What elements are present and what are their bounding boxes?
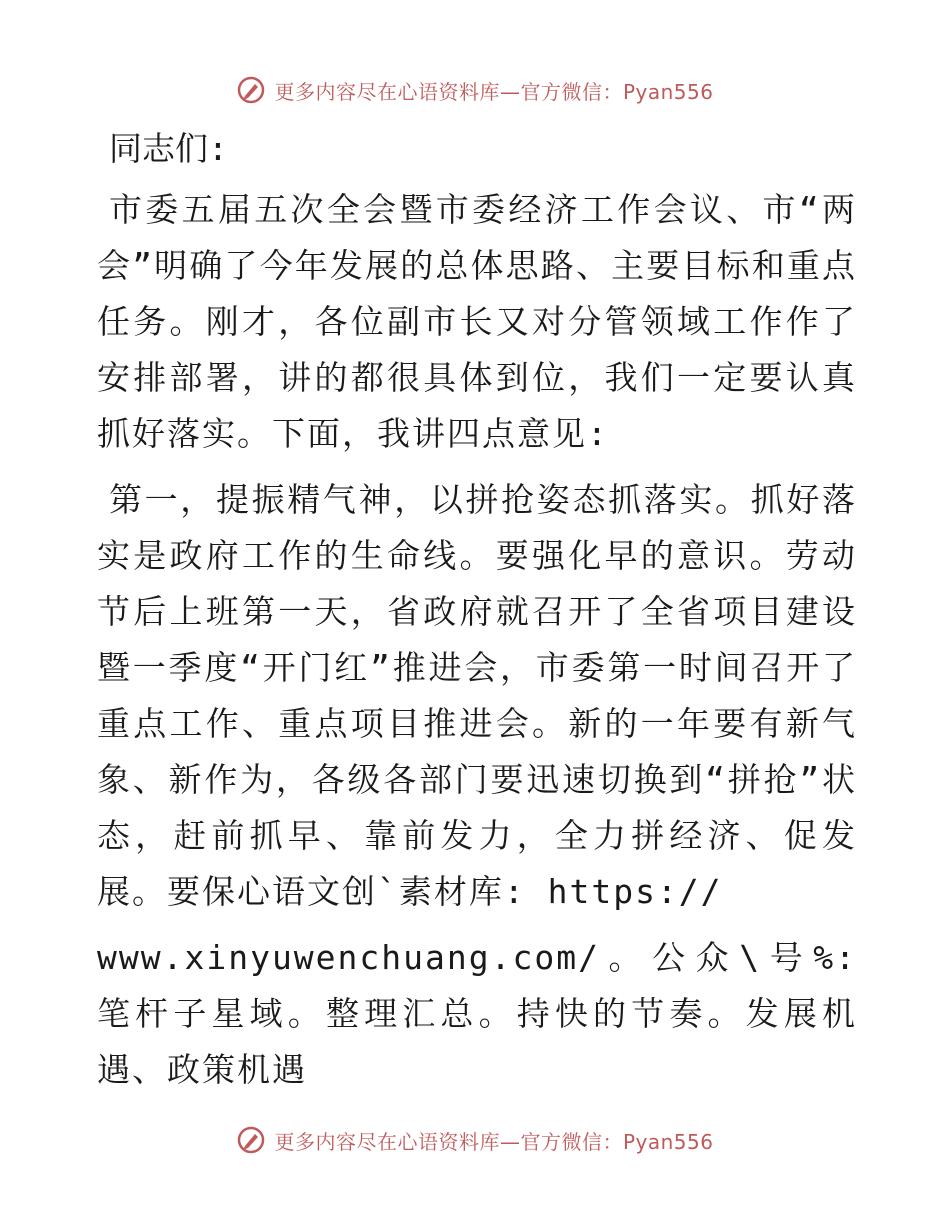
watermark-text: 更多内容尽在心语资料库—官方微信：Pyan556 xyxy=(274,1129,714,1154)
paragraph-intro: 市委五届五次全会暨市委经济工作会议、市“两会”明确了今年发展的总体思路、主要目标和重点任务。刚才，各位副市长又对分管领域工作作了安排部署，讲的都很具体到位，我们一定要认真抓好落实。下面，我讲四点意见: xyxy=(97,190,857,453)
pen-logo-icon xyxy=(236,75,266,105)
header-watermark xyxy=(0,72,950,108)
pen-logo-icon xyxy=(236,1125,266,1155)
salutation: 同志们: xyxy=(109,129,228,168)
footer-watermark xyxy=(0,1122,950,1158)
watermark-text: 更多内容尽在心语资料库—官方微信：Pyan556 xyxy=(274,79,714,104)
document-body xyxy=(97,124,857,1098)
paragraph-continuation: www.xinyuwenchuang.com/。公众\号%: 笔杆子星域。整理汇总。持快的节奏。发展机遇、政策机遇 xyxy=(97,938,857,1089)
paragraph-first-point: 第一，提振精气神，以拼抢姿态抓落实。抓好落实是政府工作的生命线。要强化早的意识。劳动节后上班第一天，省政府就召开了全省项目建设暨一季度“开门红”推进会，市委第一时间召开了重点工作、重点项目推进会。新的一年要有新气象、新作为，各级各部门要迅速切换到“拼抢”状态，赶前抓早、靠前发力，全力拼经济、促发展。要保心语文创`素材库: https:// xyxy=(97,480,857,911)
